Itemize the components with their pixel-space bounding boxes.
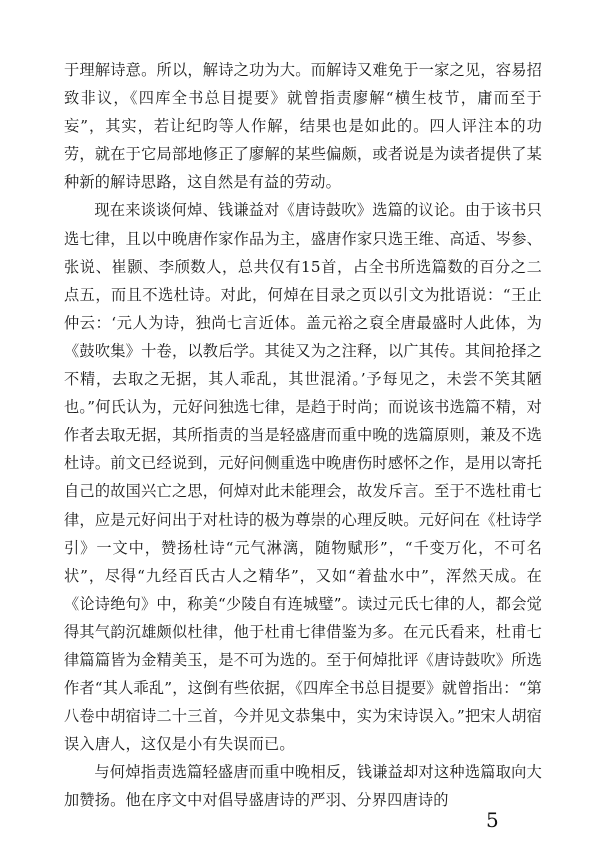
body-text <box>64 56 542 815</box>
paragraph-1: 于理解诗意。所以，解诗之功为大。而解诗又难免于一家之见，容易招致非议，《四库全书总目提要》就曾指责廖解“横生枝节，庸而至于妄”，其实，若让纪昀等人作解，结果也是如此的。四人评注本的功劳，就在于它局部地修正了廖解的某些偏颇，或者说是为读者提供了某种新的解诗思路，这自然是有益的劳动。 <box>64 61 542 192</box>
paragraph-2: 现在来谈谈何焯、钱谦益对《唐诗鼓吹》选篇的议论。由于该书只选七律，且以中晚唐作家作品为主，盛唐作家只选王维、高适、岑参、张说、崔颢、李颀数人，总共仅有15首，占全书所选篇数的百分之二点五，而且不选杜诗。对此，何焯在目录之页以引文为批语说：“王止仲云：‘元人为诗，独尚七言近体。盖元裕之裒全唐最盛时人此体，为《鼓吹集》十卷，以教后学。其徒又为之注释，以广其传。其间抢择之不精，去取之无据，其人乖乱，其世混淆。’予每见之，未尝不笑其陋也。”何氏认为，元好问独选七律，是趋于时尚；而说该书选篇不精，对作者去取无据，其所指责的当是轻盛唐而重中晚的选篇原则，兼及不选杜诗。前文已经说到，元好问侧重选中晚唐伤时感怀之作，是用以寄托自己的故国兴亡之思，何焯对此未能理会，故发斥言。至于不选杜甫七律，应是元好问出于对杜诗的极为尊崇的心理反映。元好问在《杜诗学引》一文中，赞扬杜诗“元气淋漓，随物赋形”，“千变万化，不可名状”，尽得“九经百氏古人之精华”，又如“着盐水中”，浑然天成。在《论诗绝句》中，称美“少陵自有连城璧”。读过元氏七律的人，都会觉得其气韵沉雄颇似杜律，他于杜甫七律借鉴为多。在元氏看来，杜甫七律篇篇皆为金精美玉，是不可为选的。至于何焯批评《唐诗鼓吹》所选作者“其人乖乱”，这倒有些依据，《四库全书总目提要》就曾指出：“第八卷中胡宿诗二十三首，今并见文恭集中，实为宋诗误入。”把宋人胡宿误入唐人，这仅是小有失误而已。 <box>64 201 542 754</box>
page-number: 5 <box>486 808 499 832</box>
paragraph-3: 与何焯指责选篇轻盛唐而重中晚相反，钱谦益却对这种选篇取向大加赞扬。他在序文中对倡导盛唐诗的严羽、分界四唐诗的 <box>64 763 542 810</box>
